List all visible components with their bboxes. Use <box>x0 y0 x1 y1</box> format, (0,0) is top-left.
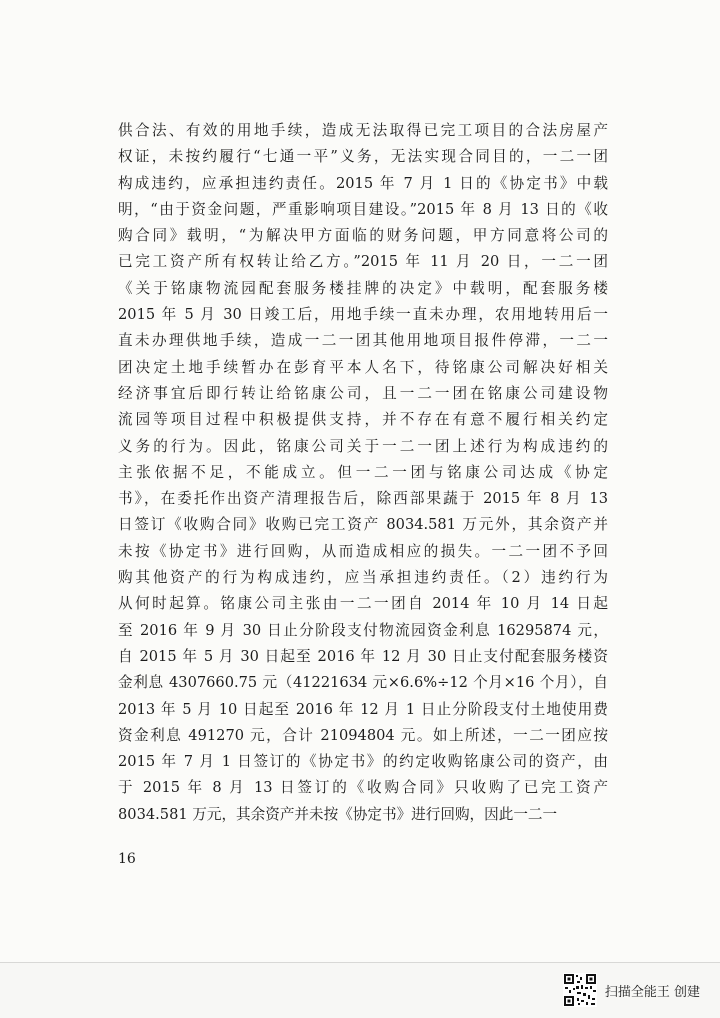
text-line: 2015 年 5 月 30 日竣工后，用地手续一直未办理，农用地转用后一 <box>118 306 608 324</box>
scanner-brand-label: 扫描全能王 创建 <box>604 984 700 1000</box>
text-line: 从何时起算。铭康公司主张由一二一团自 2014 年 10 月 14 日起 <box>118 595 608 613</box>
text-line: 于 2015 年 8 月 13 日签订的《收购合同》只收购了已完工资产 <box>118 779 608 797</box>
text-line: 义务的行为。因此，铭康公司关于一二一团上述行为构成违约的 <box>118 437 608 455</box>
text-line: 构成违约，应承担违约责任。2015 年 7 月 1 日的《协定书》中载 <box>118 174 608 192</box>
text-line: 未按《协定书》进行回购，从而造成相应的损失。一二一团不予回 <box>118 542 608 560</box>
text-line: 书》，在委托作出资产清理报告后，除西部果蔬于 2015 年 8 月 13 <box>118 490 608 508</box>
text-line: 资金利息 491270 元，合计 21094804 元。如上所述，一二一团应按 <box>118 726 608 744</box>
text-line: 金利息 4307660.75 元（41221634 元×6.6%÷12 个月×16 个月），自 <box>118 674 608 692</box>
text-line: 日签订《收购合同》收购已完工资产 8034.581 万元外，其余资产并 <box>118 516 608 534</box>
text-line: 已完工资产所有权转让给乙方。”2015 年 11 月 20 日，一二一团 <box>118 253 608 271</box>
footer-divider <box>0 962 720 963</box>
text-line: 购合同》载明，“为解决甲方面临的财务问题，甲方同意将公司的 <box>118 227 608 245</box>
text-line: 2013 年 5 月 10 日起至 2016 年 12 月 1 日止分阶段支付土地使用费 <box>118 700 608 718</box>
text-line: 供合法、有效的用地手续，造成无法取得已完工项目的合法房屋产 <box>118 122 608 139</box>
text-line: 权证，未按约履行“七通一平”义务，无法实现合同目的，一二一团 <box>118 148 608 166</box>
text-line: 8034.581 万元，其余资产并未按《协定书》进行回购，因此一二一 <box>118 805 558 823</box>
text-line: 经济事宜后即行转让给铭康公司，且一二一团在铭康公司建设物 <box>118 384 608 402</box>
text-line: 流园等项目过程中积极提供支持，并不存在有意不履行相关约定 <box>118 411 608 429</box>
text-line: 自 2015 年 5 月 30 日起至 2016 年 12 月 30 日止支付配套服务楼资 <box>118 647 608 665</box>
text-line: 至 2016 年 9 月 30 日止分阶段支付物流园资金利息 16295874 元， <box>118 621 608 639</box>
text-line: 团决定土地手续暂办在彭育平本人名下，待铭康公司解决好相关 <box>118 358 608 376</box>
text-line: 《关于铭康物流园配套服务楼挂牌的决定》中载明，配套服务楼 <box>118 279 608 297</box>
text-line: 主张依据不足，不能成立。但一二一团与铭康公司达成《协定 <box>118 463 608 481</box>
text-line: 购其他资产的行为构成违约，应当承担违约责任。（2）违约行为 <box>118 569 608 587</box>
text-line: 明，“由于资金问题，严重影响项目建设。”2015 年 8 月 13 日的《收 <box>118 200 608 218</box>
qr-code-icon <box>563 973 597 1007</box>
body-text <box>118 118 608 828</box>
text-line: 直未办理供地手续，造成一二一团其他用地项目报件停滞，一二一 <box>118 332 608 350</box>
scanner-watermark <box>563 972 700 1008</box>
page-number: 16 <box>118 851 136 867</box>
text-line: 2015 年 7 月 1 日签订的《协定书》的约定收购铭康公司的资产，由 <box>118 753 608 771</box>
